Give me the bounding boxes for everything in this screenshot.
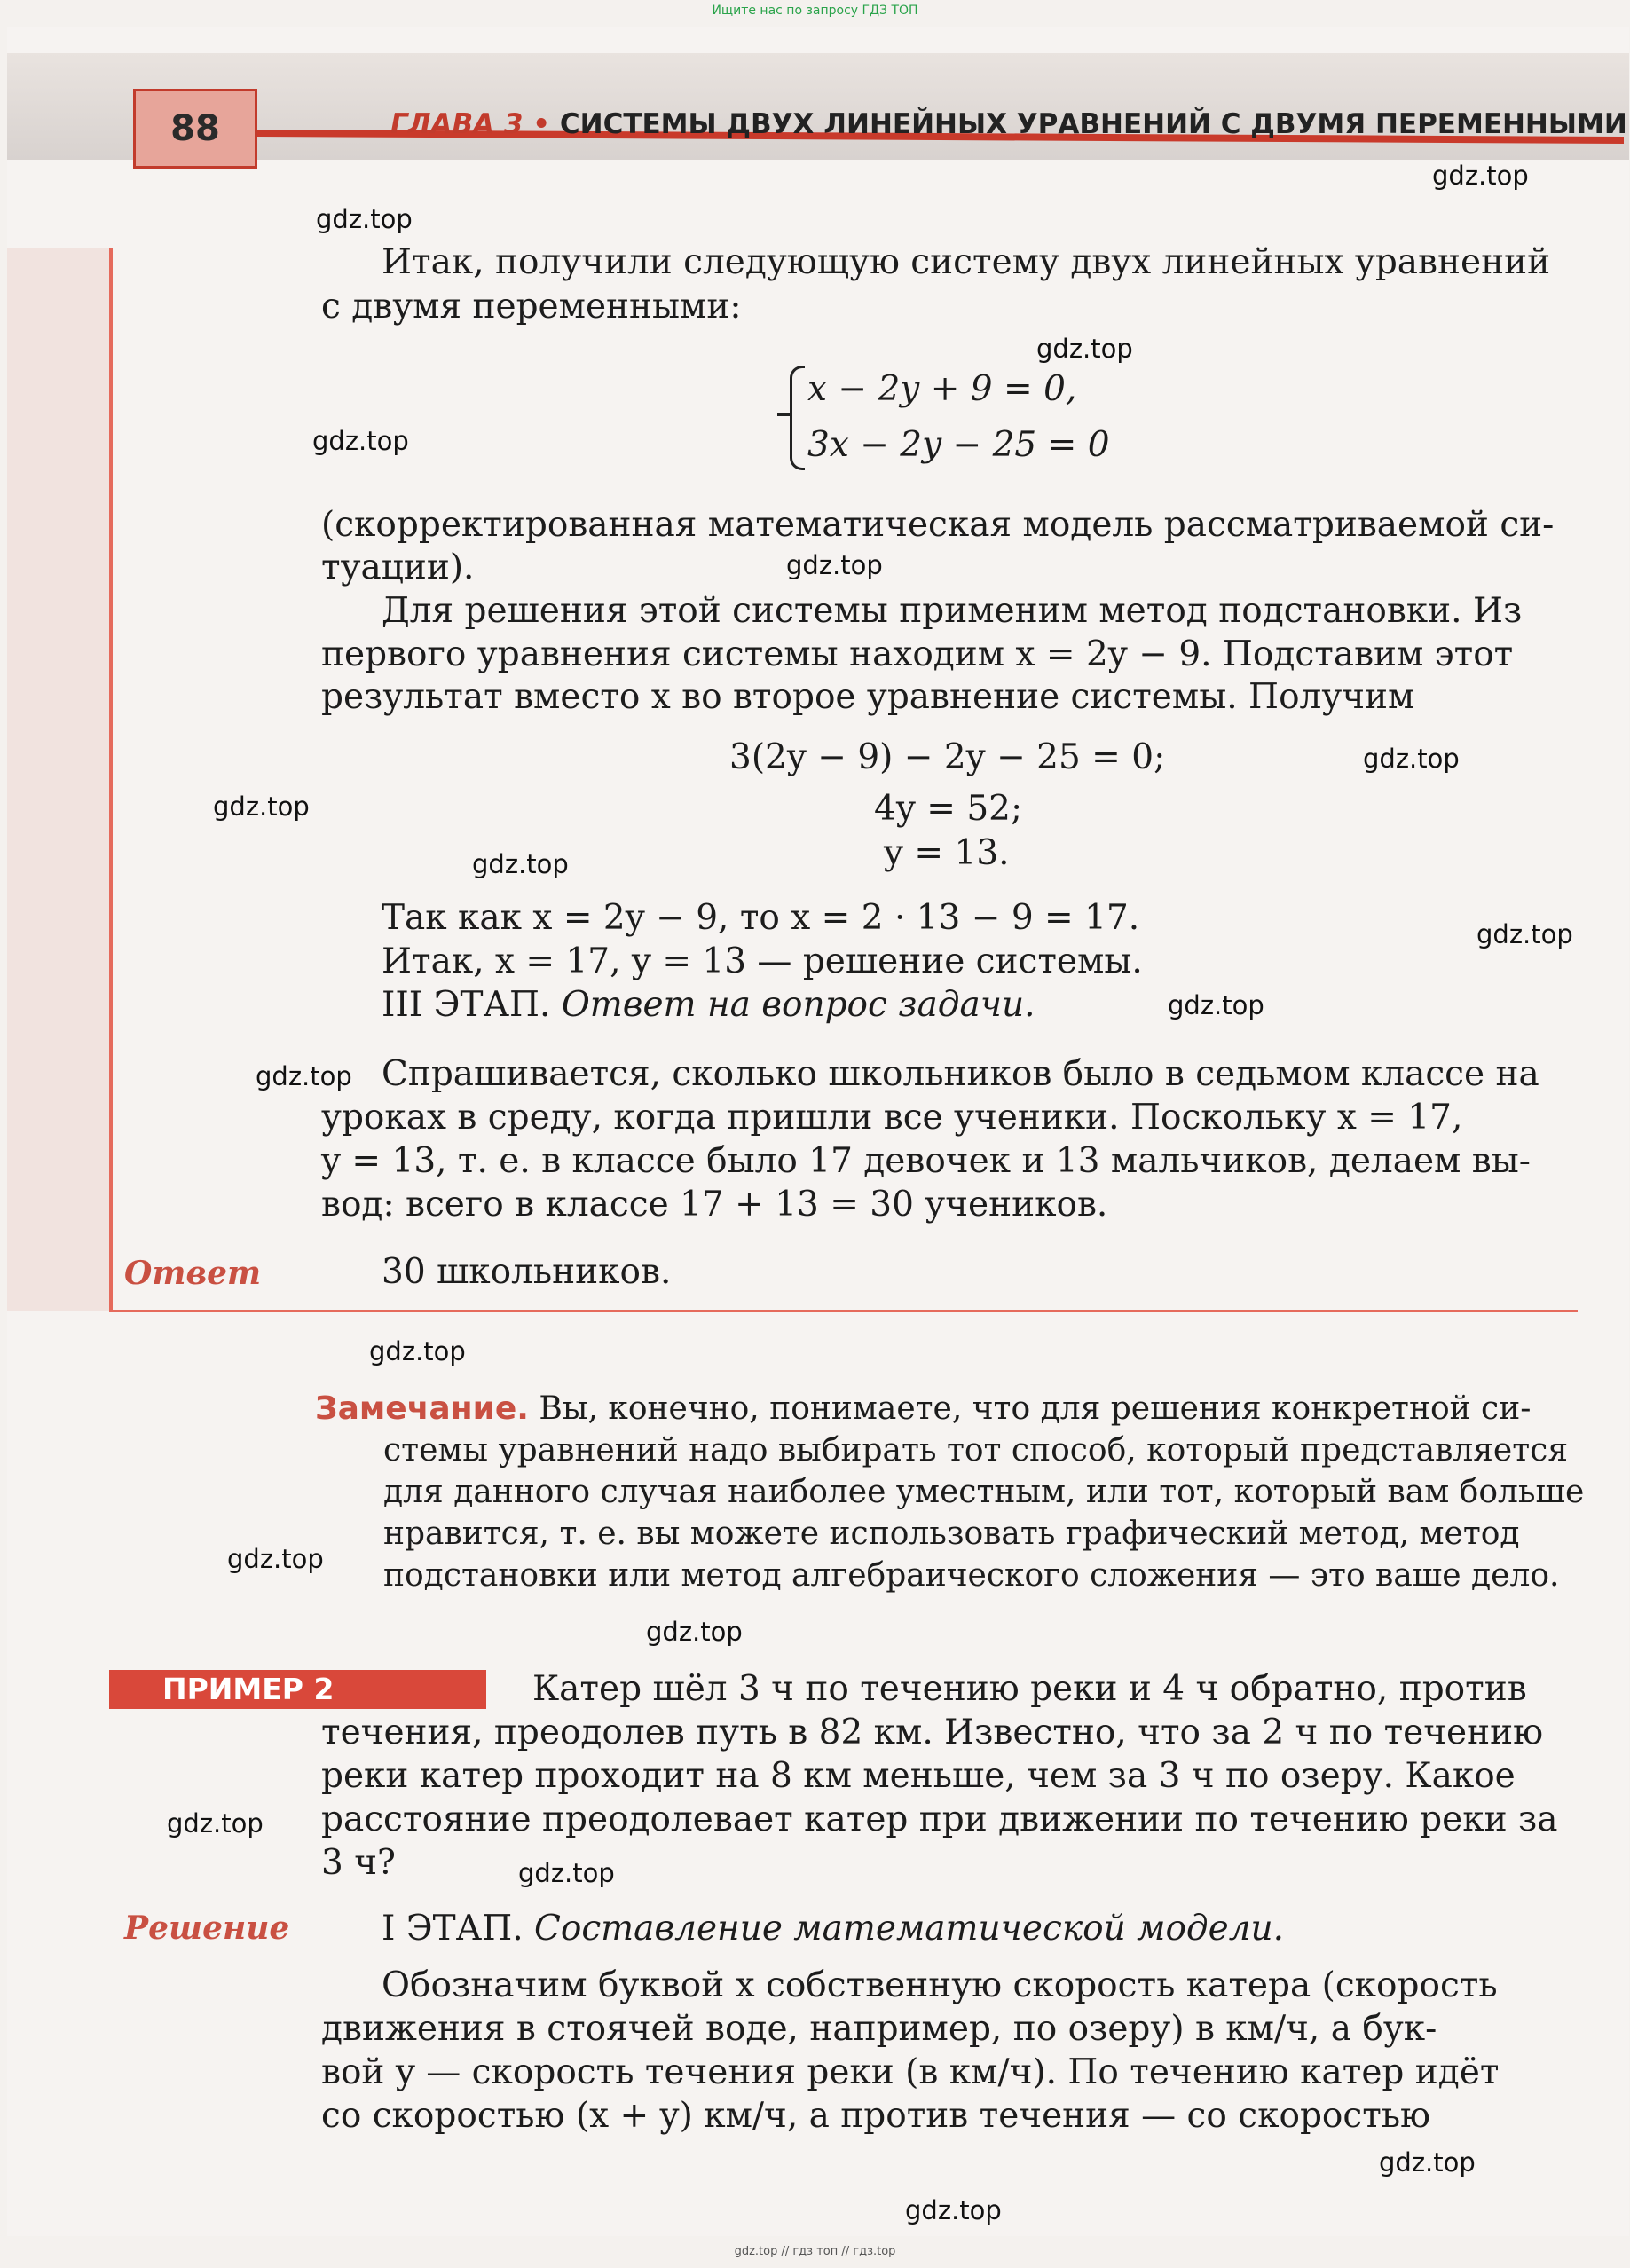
remark-line2: стемы уравнений надо выбирать тот способ, который представляется <box>383 1432 1569 1469</box>
p3-line1: Для решения этой системы применим метод подстановки. Из <box>382 591 1523 631</box>
bottom-note: gdz.top // гдз топ // гдз.top <box>734 2245 896 2258</box>
p3-line3: результат вместо x во второе уравнение системы. Получим <box>321 677 1415 717</box>
example2-line2: течения, преодолев путь в 82 км. Известно, что за 2 ч по течению <box>321 1713 1544 1752</box>
p5-line3: y = 13, т. е. в классе было 17 девочек и 13 мальчиков, делаем вы- <box>321 1141 1531 1181</box>
watermark: gdz.top <box>256 1061 352 1091</box>
system-brace-tip <box>777 413 791 416</box>
watermark: gdz.top <box>518 1858 615 1888</box>
example2-line4: расстояние преодолевает катер при движении по течению реки за <box>321 1799 1558 1839</box>
example-2-tag: ПРИМЕР 2 <box>109 1670 486 1709</box>
answer-label: Ответ <box>124 1255 262 1292</box>
p5-line1: Спрашивается, сколько школьников было в седьмом классе на <box>382 1054 1539 1094</box>
watermark: gdz.top <box>316 204 413 234</box>
watermark: gdz.top <box>905 2195 1002 2225</box>
watermark: gdz.top <box>1379 2147 1476 2177</box>
remark-line5: подстановки или метод алгебраического сложения — это ваше дело. <box>383 1557 1560 1594</box>
watermark: gdz.top <box>369 1336 466 1366</box>
system-brace <box>790 366 805 470</box>
stage3-title: Ответ на вопрос задачи. <box>561 985 1035 1025</box>
p4-line2: Итак, x = 17, y = 13 — решение системы. <box>382 941 1143 981</box>
watermark: gdz.top <box>1432 161 1529 191</box>
example2-line1: Катер шёл 3 ч по течению реки и 4 ч обратно, против <box>532 1669 1527 1709</box>
chapter-title: СИСТЕМЫ ДВУХ ЛИНЕЙНЫХ УРАВНЕНИЙ С ДВУМЯ ПЕРЕМЕННЫМИ <box>559 108 1627 140</box>
answer-text: 30 школьников. <box>382 1252 672 1292</box>
remark-line4: нравится, т. е. вы можете использовать графический метод, метод <box>383 1516 1520 1552</box>
p1-line2: с двумя переменными: <box>321 287 742 327</box>
stage1-title: Составление математической модели. <box>534 1909 1285 1949</box>
watermark: gdz.top <box>1168 990 1264 1020</box>
watermark: gdz.top <box>472 849 569 879</box>
example2-line5: 3 ч? <box>321 1843 396 1883</box>
equation-step-1: 3(2y − 9) − 2y − 25 = 0; <box>729 737 1166 777</box>
system-equation-1: x − 2y + 9 = 0, <box>807 369 1077 409</box>
margin-column <box>7 248 109 1311</box>
solution-rule-horizontal <box>109 1310 1578 1312</box>
remark-text-1: Вы, конечно, понимаете, что для решения конкретной си- <box>539 1390 1532 1427</box>
solution-line4: со скоростью (x + y) км/ч, а против течения — со скоростью <box>321 2096 1430 2136</box>
top-note: Ищите нас по запросу ГДЗ ТОП <box>712 4 918 18</box>
p1-line1: Итак, получили следующую систему двух линейных уравнений <box>382 242 1551 282</box>
p2-line2: туации). <box>321 547 475 587</box>
solution-line1: Обозначим буквой x собственную скорость катера (скорость <box>382 1965 1498 2005</box>
p4-line1: Так как x = 2y − 9, то x = 2 · 13 − 9 = 17. <box>382 898 1140 938</box>
stage1-label: I ЭТАП. <box>382 1909 524 1949</box>
example2-line3: реки катер проходит на 8 км меньше, чем за 3 ч по озеру. Какое <box>321 1756 1516 1796</box>
chapter-heading <box>390 108 1627 140</box>
stage3-label: III ЭТАП. <box>382 985 551 1025</box>
equation-step-3: y = 13. <box>884 833 1010 873</box>
watermark: gdz.top <box>1036 334 1133 364</box>
watermark: gdz.top <box>167 1808 264 1839</box>
remark-label: Замечание. <box>315 1390 529 1427</box>
watermark: gdz.top <box>312 426 409 456</box>
equation-step-2: 4y = 52; <box>874 789 1023 829</box>
watermark: gdz.top <box>227 1544 324 1574</box>
solution-line2: движения в стоячей воде, например, по озеру) в км/ч, а бук- <box>321 2009 1437 2049</box>
p5-line2: уроках в среду, когда пришли все ученики. Поскольку x = 17, <box>321 1098 1463 1138</box>
stage1-heading <box>382 1908 1284 1950</box>
watermark: gdz.top <box>1363 744 1460 774</box>
remark-line1 <box>315 1388 1531 1430</box>
stage3-heading <box>382 984 1035 1027</box>
system-equation-2: 3x − 2y − 25 = 0 <box>807 425 1110 465</box>
watermark: gdz.top <box>213 791 310 822</box>
solution-line3: вой y — скорость течения реки (в км/ч). По течению катер идёт <box>321 2052 1500 2092</box>
p5-line4: вод: всего в классе 17 + 13 = 30 учеников. <box>321 1185 1108 1225</box>
page-number: 88 <box>133 89 257 169</box>
chapter-label: ГЛАВА 3 • <box>390 108 551 140</box>
watermark: gdz.top <box>646 1617 743 1647</box>
remark-line3: для данного случая наиболее уместным, или тот, который вам больше <box>383 1474 1585 1510</box>
solution-label: Решение <box>124 1910 290 1947</box>
p2-line1: (скорректированная математическая модель рассматриваемой си- <box>321 505 1555 545</box>
solution-rule-vertical <box>109 248 113 1311</box>
watermark: gdz.top <box>786 550 883 580</box>
p3-line2: первого уравнения системы находим x = 2y − 9. Подставим этот <box>321 634 1514 674</box>
watermark: gdz.top <box>1476 919 1573 949</box>
